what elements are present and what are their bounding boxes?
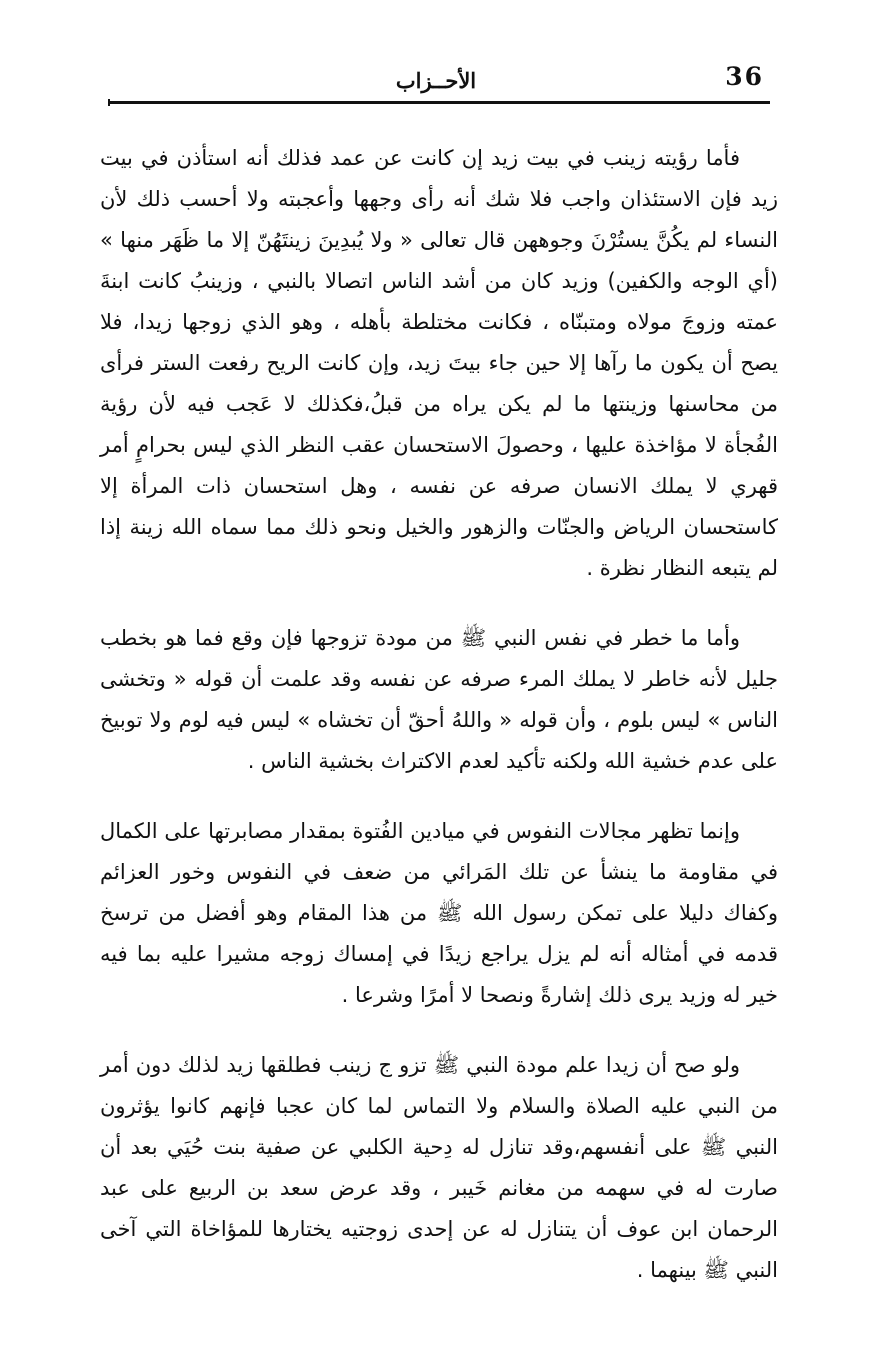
paragraph-4: ولو صح أن زيدا علم مودة النبي ﷺ تزو ج زينب فطلقها زيد لذلك دون أمر من النبي عليه الصلاة والسلام ولا التماس لما كان عجبا فإنهم كانوا يؤثرون النبي ﷺ على أنفسهم،وقد تنازل له دِحية الكلبي عن صفية بنت حُيَي بعد أن صارت له في سهمه من مغانم خَيبر ، وقد عرض سعد بن الربيع على عبد الرحمان ابن عوف أن يتنازل له عن إحدى زوجتيه يختارها للمؤاخاة التي آخى النبي ﷺ بينهما . — [100, 1053, 778, 1282]
paragraph-3: وإنما تظهر مجالات النفوس في ميادين الفُتوة بمقدار مصابرتها على الكمال في مقاومة ما ينشأ عن تلك المَرائي من ضعف في النفوس وخور العزائم وكفاك دليلا على تمكن رسول الله ﷺ من هذا المقام وهو أفضل من ترسخ قدمه في أمثاله أنه لم يزل يراجع زيدًا في إمساك زوجه مشيرا عليه بما فيه خير له وزيد يرى ذلك إشارةً ونصحا لا أمرًا وشرعا . — [100, 819, 778, 1007]
body-text — [100, 138, 778, 1291]
page-number: 36 — [725, 62, 764, 91]
paragraph-1: فأما رؤيته زينب في بيت زيد إن كانت عن عمد فذلك أنه استأذن في بيت زيد فإن الاستئذان واجب فلا شك أنه رأى وجهها وأعجبته ولا أحسب ذلك لأن النساء لم يكُنَّ يستُرْنَ وجوههن قال تعالى « ولا يُبدِينَ زينتَهُنّ إلا ما ظَهَر منها » (أي الوجه والكفين) وزيد كان من أشد الناس اتصالا بالنبي ، وزينبُ كانت ابنةَ عمته وزوجَ مولاه ومتبنّاه ، فكانت مختلطة بأهله ، وهو الذي زوجها زيدا، فلا يصح أن يكون ما رآها إلا حين جاء بيتَ زيد، وإن كانت الريح رفعت الستر فرأى من محاسنها وزينتها ما لم يكن يراه من قبلُ،فكذلك لا عَجب فيه لأن رؤية الفُجأة لا مؤاخذة عليها ، وحصولَ الاستحسان عقب النظر الذي ليس بحرامٍ أمر قهري لا يملك الانسان صرفه عن نفسه ، وهل استحسان ذات المرأة إلا كاستحسان الرياض والجنّات والزهور والخيل ونحو ذلك مما سماه الله زينة إذا لم يتبعه النظار نظرة . — [100, 146, 778, 580]
paragraph-2: وأما ما خطر في نفس النبي ﷺ من مودة تزوجها فإن وقع فما هو بخطب جليل لأنه خاطر لا يملك المرء صرفه عن نفسه وقد علمت أن قوله « وتخشى الناس » ليس بلوم ، وأن قوله « واللهُ أحقّ أن تخشاه » ليس فيه لوم ولا توبيخ على عدم خشية الله ولكنه تأكيد لعدم الاكتراث بخشية الناس . — [100, 626, 778, 773]
running-title: الأحــزاب — [395, 68, 477, 93]
header-rule — [108, 101, 770, 104]
header-rule-end-mark — [108, 99, 110, 106]
page-header — [100, 62, 772, 102]
